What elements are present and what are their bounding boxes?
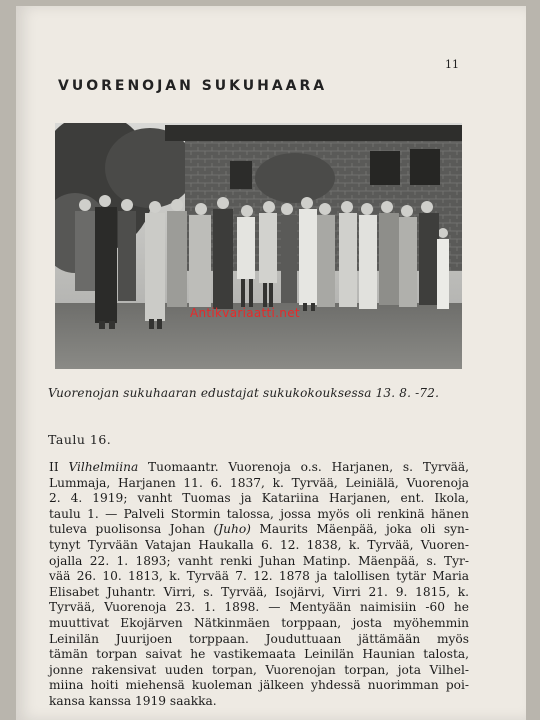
body-line: [49, 647, 469, 663]
text-run: tynyt Tyrvään Vatajan Haukalla 6. 12. 1838, k. Tyrvää, Vuoren-: [49, 537, 469, 552]
body-line: [49, 600, 469, 616]
body-line: [49, 507, 469, 523]
body-line: [49, 663, 469, 679]
text-run: tämän torpan saivat he vastikemaata Leinilän Haunian talosta,: [49, 647, 469, 662]
text-run: tuleva puolisonsa Johan: [49, 522, 214, 537]
page-number: 11: [445, 58, 459, 71]
text-run: muuttivat Ekojärven Nätkinmäen torppaan, josta myöhemmin: [49, 615, 469, 630]
watermark: Antikvariaatti.net: [190, 306, 300, 320]
photo-image: [55, 123, 462, 369]
text-run: Maurits Mäenpää, joka oli syn-: [250, 522, 469, 537]
family-group-photo: [55, 123, 462, 369]
italic-run: Vilhelmiina: [68, 460, 139, 474]
section-title: VUORENOJAN SUKUHAARA: [58, 78, 328, 94]
text-run: miina hoiti miehensä kuoleman jälkeen yhdessä nuorimman poi-: [49, 678, 469, 693]
body-line: [49, 522, 469, 538]
body-line: [49, 460, 469, 476]
body-line: [49, 476, 469, 492]
body-line: [49, 491, 469, 507]
text-run: Lummaja, Harjanen 11. 6. 1837, k. Tyrvää, Leiniälä, Vuorenoja: [49, 475, 469, 490]
body-line: [49, 538, 469, 554]
photo-caption: Vuorenojan sukuhaaran edustajat sukukokouksessa 13. 8. -72.: [48, 386, 440, 400]
body-paragraph: [49, 460, 469, 710]
body-line: [49, 616, 469, 632]
text-run: 2. 4. 1919; vanht Tuomas ja Katariina Harjanen, ent. Ikola,: [49, 491, 469, 506]
text-run: kansa kanssa 1919 saakka.: [49, 693, 217, 708]
text-run: Elisabet Juhantr. Virri, s. Tyrvää, Isojärvi, Virri 21. 9. 1815, k.: [49, 584, 469, 599]
text-run: Tyrvää, Vuorenoja 23. 1. 1898. — Mentyään naimisiin -60 he: [49, 600, 469, 615]
body-line: [49, 678, 469, 694]
text-run: Leinilän Juurijoen torppaan. Jouduttuaan jättämään myös: [49, 631, 469, 646]
body-line: [49, 694, 469, 710]
text-run: vää 26. 10. 1813, k. Tyrvää 7. 12. 1878 ja talollisen tytär Maria: [49, 569, 469, 584]
text-run: Tuomaantr. Vuorenoja o.s. Harjanen, s. Tyrvää,: [138, 460, 469, 474]
italic-run: (Juho): [213, 522, 251, 537]
body-line: [49, 585, 469, 601]
body-line: [49, 569, 469, 585]
text-run: ojalla 22. 1. 1893; vanht renki Juhan Matinp. Mäenpää, s. Tyr-: [49, 553, 469, 568]
text-run: II: [49, 460, 69, 474]
text-run: taulu 1. — Palveli Stormin talossa, jossa myös oli renkinä hänen: [49, 506, 469, 521]
body-line: [49, 632, 469, 648]
body-line: [49, 554, 469, 570]
table-heading: Taulu 16.: [48, 432, 112, 447]
text-run: jonne rakensivat uuden torpan, Vuorenojan torpan, jota Vilhel-: [49, 662, 469, 677]
